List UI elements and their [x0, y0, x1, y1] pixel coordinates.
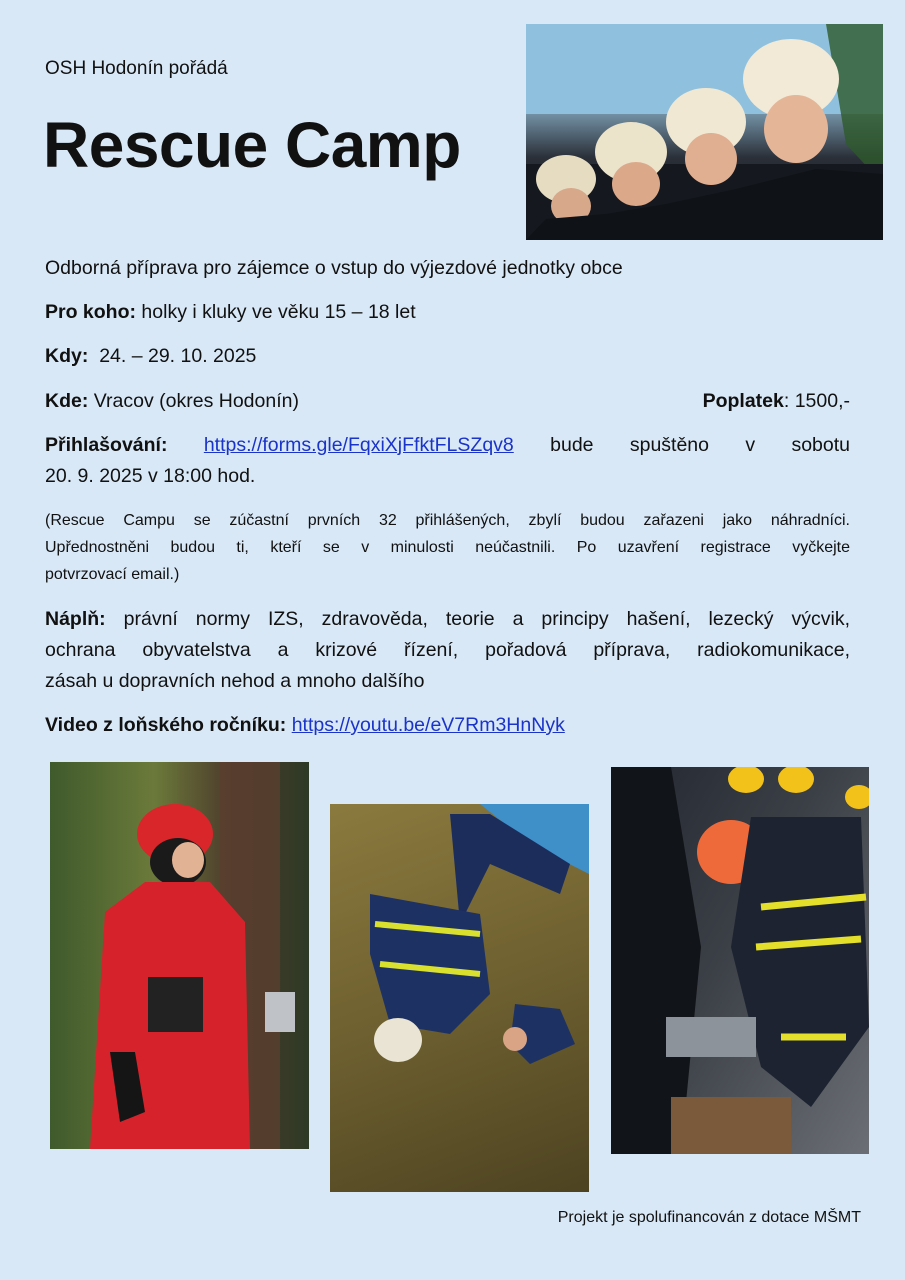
content-text-1: právní normy IZS, zdravověda, teorie a principy hašení, lezecký výcvik,: [123, 608, 850, 630]
funding-footer: Projekt je spolufinancován z dotace MŠMT: [557, 1209, 861, 1226]
when-line: [45, 341, 850, 371]
page-title: Rescue Camp: [43, 109, 461, 181]
note-line-3: potvrzovací email.): [45, 566, 180, 583]
registration-line-2: 20. 9. 2025 v 18:00 hod.: [45, 465, 256, 487]
climbing-training-photo: [330, 804, 589, 1192]
where-fee-line: [45, 386, 850, 416]
note-line-1: (Rescue Campu se zúčastní prvních 32 přihlášených, zbylí budou zařazeni jako náhradníci.: [45, 512, 850, 529]
content-line-3: zásah u dopravních nehod a mnoho dalšího: [45, 670, 425, 692]
where-block: [45, 386, 299, 416]
registration-rest: bude spuštěno v sobotu: [550, 434, 851, 456]
intro-text: Odborná příprava pro zájemce o vstup do výjezdové jednotky obce: [45, 257, 623, 279]
audience-value: holky i kluky ve věku 15 – 18 let: [141, 301, 416, 323]
content-line-2: ochrana obyvatelstva a krizové řízení, pořadová příprava, radiokomunikace,: [45, 639, 850, 661]
fee-block: [703, 386, 850, 416]
fee-value: : 1500,-: [783, 390, 850, 412]
when-label: Kdy:: [45, 345, 89, 367]
video-link[interactable]: https://youtu.be/eV7Rm3HnNyk: [291, 714, 565, 736]
water-rescue-red-suit-photo: [50, 762, 309, 1149]
audience-line: [45, 297, 850, 327]
content-line-1: [45, 604, 850, 634]
where-value: Vracov (okres Hodonín): [93, 390, 299, 412]
audience-label: Pro koho:: [45, 301, 136, 323]
note-line-2: Upřednostněni budou ti, kteří se v minulosti neúčastnili. Po uzavření registrace vyčkejte: [45, 539, 850, 556]
registration-line-1: [45, 430, 850, 460]
content-label: Náplň:: [45, 608, 106, 630]
when-value: 24. – 29. 10. 2025: [99, 345, 257, 367]
organizer-line: OSH Hodonín pořádá: [45, 58, 228, 79]
registration-label: Přihlašování:: [45, 434, 168, 456]
firefighters-helmets-photo: [526, 24, 883, 240]
fee-label: Poplatek: [702, 390, 784, 412]
where-label: Kde:: [45, 390, 89, 412]
video-line: [45, 710, 850, 740]
car-accident-extrication-photo: [611, 767, 869, 1154]
video-label: Video z loňského ročníku:: [45, 714, 287, 736]
registration-link[interactable]: https://forms.gle/FqxiXjFfktFLSZqv8: [203, 434, 514, 456]
